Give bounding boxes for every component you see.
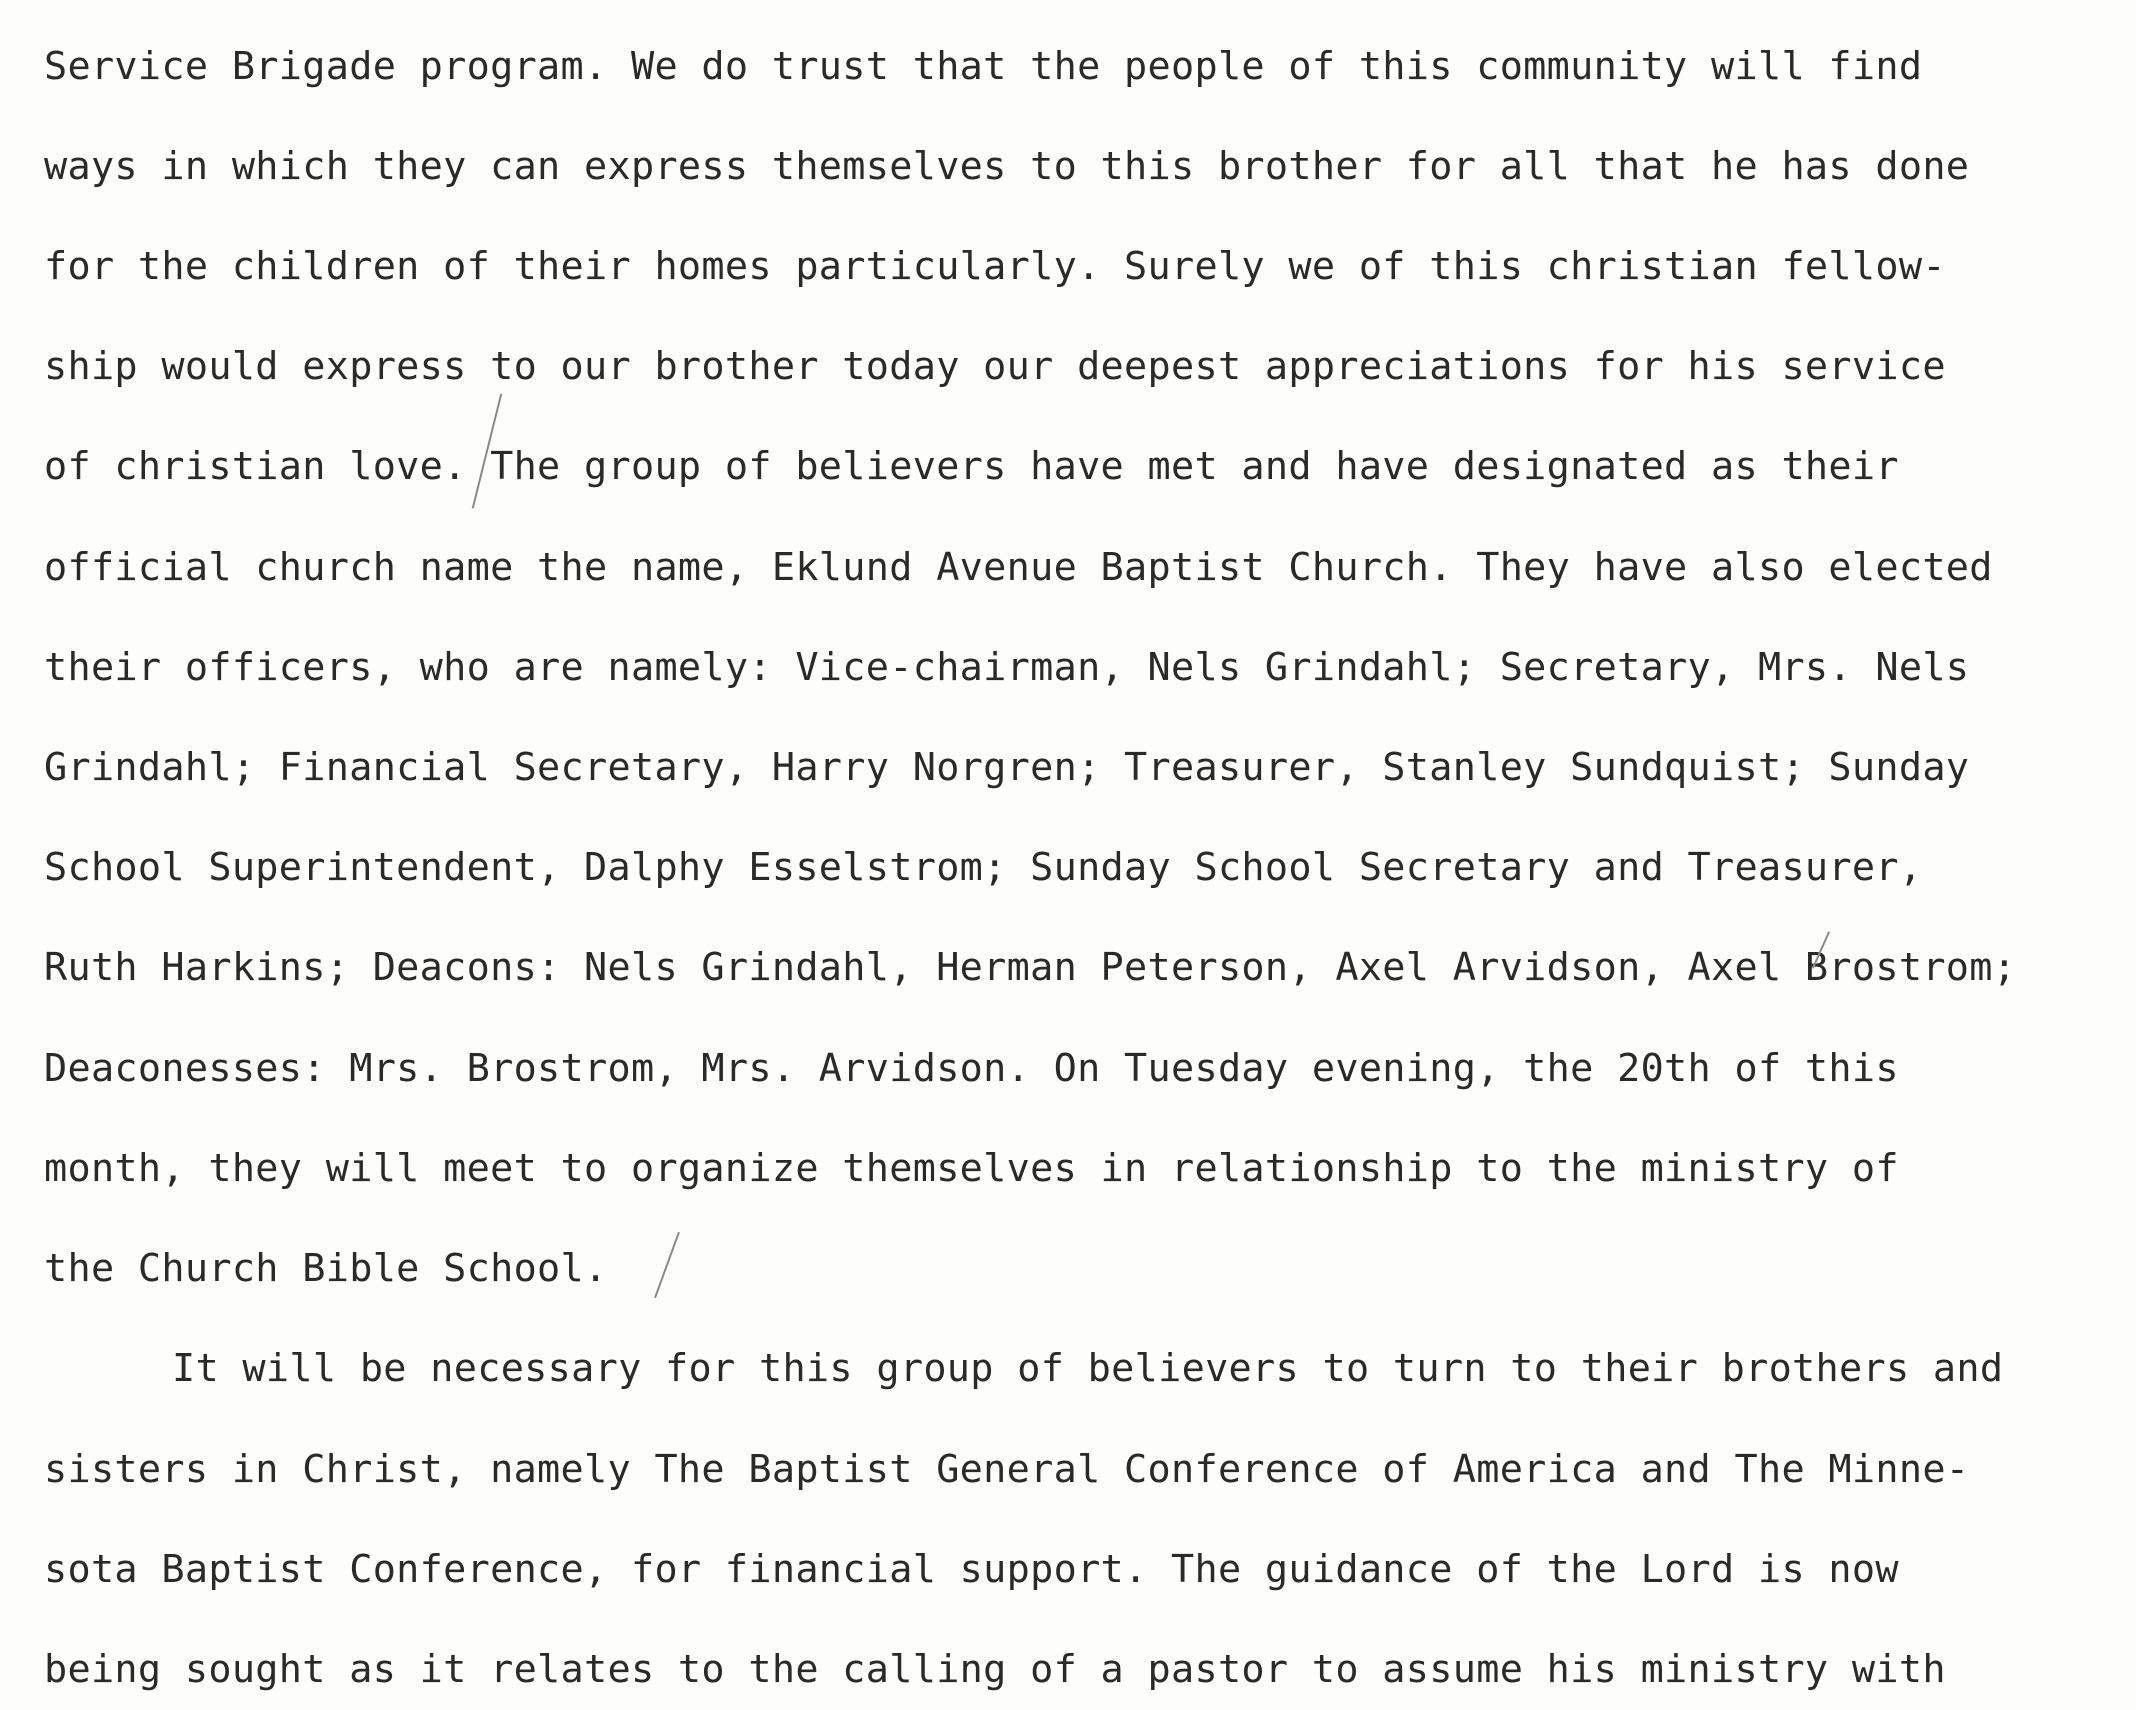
document-line-13: the Church Bible School. (44, 1246, 608, 1291)
document-line-10: Ruth Harkins; Deacons: Nels Grindahl, Herman Peterson, Axel Arvidson, Axel Brostrom; (44, 945, 2017, 990)
document-line-2: ways in which they can express themselves to this brother for all that he has done (44, 144, 1970, 189)
document-line-7: their officers, who are namely: Vice-chairman, Nels Grindahl; Secretary, Mrs. Nels (44, 645, 1970, 690)
document-line-4: ship would express to our brother today our deepest appreciations for his service (44, 344, 1946, 389)
document-line-6: official church name the name, Eklund Avenue Baptist Church. They have also elected (44, 545, 1993, 590)
document-line-1: Service Brigade program. We do trust that the people of this community will find (44, 44, 1923, 89)
document-line-8: Grindahl; Financial Secretary, Harry Norgren; Treasurer, Stanley Sundquist; Sunday (44, 745, 1970, 790)
document-line-16: sota Baptist Conference, for financial support. The guidance of the Lord is now (44, 1547, 1899, 1592)
document-line-3: for the children of their homes particularly. Surely we of this christian fellow- (44, 244, 1946, 289)
document-line-5: of christian love. The group of believers have met and have designated as their (44, 444, 1899, 489)
document-line-12: month, they will meet to organize themselves in relationship to the ministry of (44, 1146, 1899, 1191)
document-line-15: sisters in Christ, namely The Baptist General Conference of America and The Minne- (44, 1447, 1970, 1492)
document-line-11: Deaconesses: Mrs. Brostrom, Mrs. Arvidson. On Tuesday evening, the 20th of this (44, 1046, 1899, 1091)
document-line-9: School Superintendent, Dalphy Esselstrom; Sunday School Secretary and Treasurer, (44, 845, 1923, 890)
document-line-14-paragraph-start: It will be necessary for this group of believers to turn to their brothers and (172, 1346, 2004, 1391)
document-line-17: being sought as it relates to the calling of a pastor to assume his ministry with (44, 1647, 1946, 1692)
pen-stroke-mark (654, 1232, 680, 1298)
